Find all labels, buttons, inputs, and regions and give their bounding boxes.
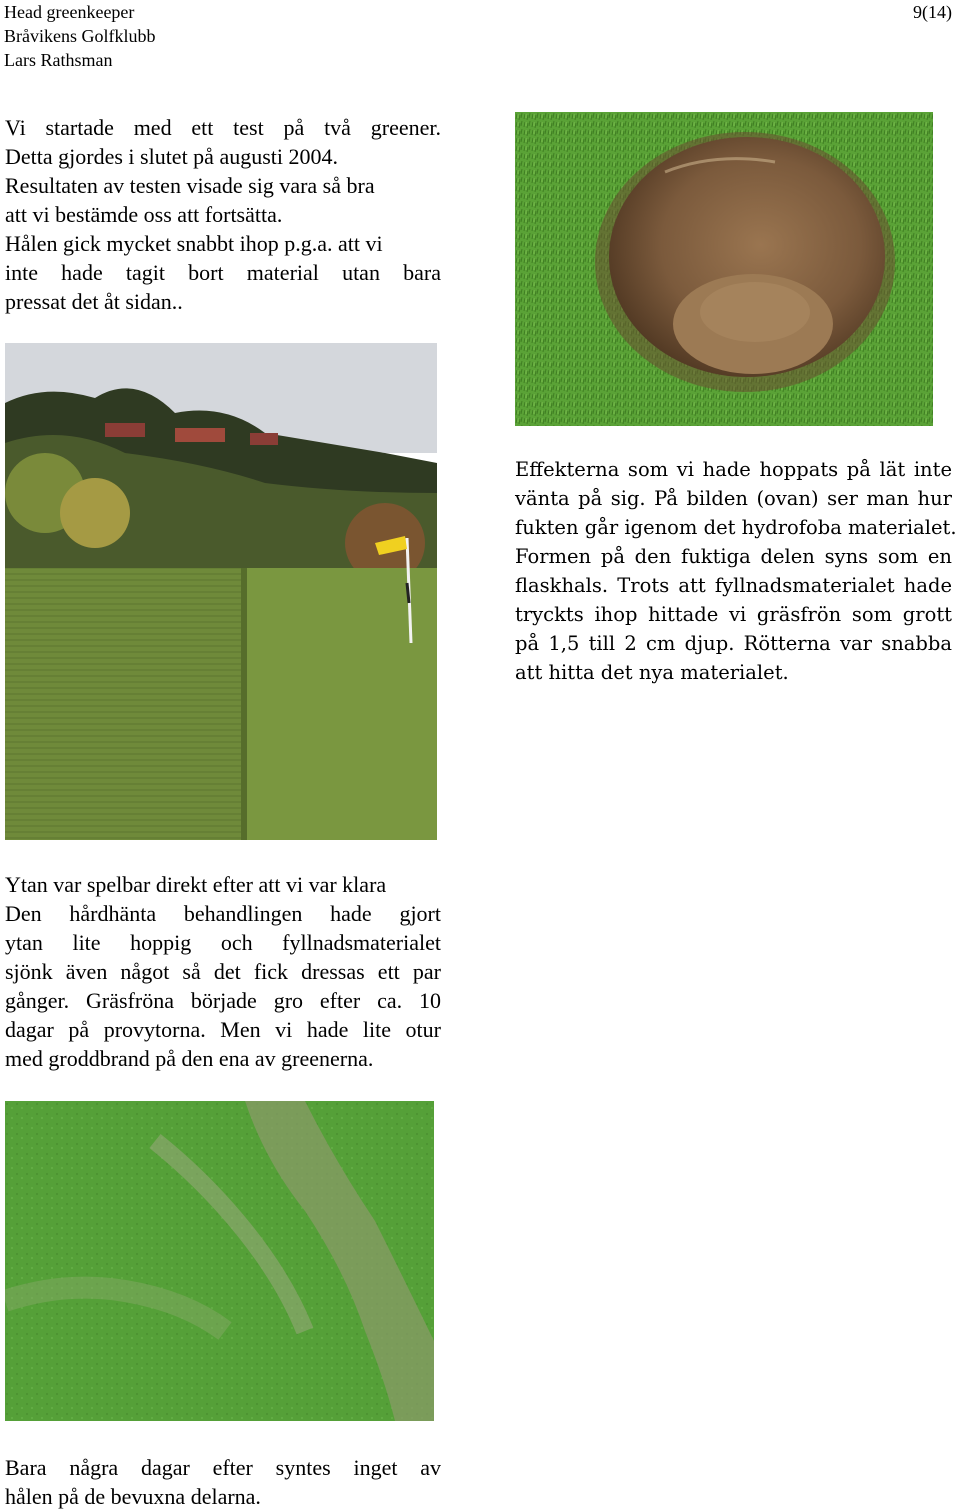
- text-line: på 1,5 till 2 cm djup. Rötterna var snabba: [515, 632, 952, 655]
- text-line: inte hade tagit bort material utan bara: [5, 260, 441, 285]
- text-line: Den hårdhänta behandlingen hade gjort: [5, 901, 441, 926]
- text-line: fukten går igenom det hydrofoba materialet.: [515, 516, 957, 539]
- photo-green-with-flag: [5, 343, 437, 840]
- text-line: Hålen gick mycket snabbt ihop p.g.a. att vi: [5, 231, 383, 256]
- text-line: Bara några dagar efter syntes inget av: [5, 1455, 441, 1480]
- text-line: med groddbrand på den ena av greenerna.: [5, 1046, 374, 1071]
- text-line: att hitta det nya materialet.: [515, 661, 789, 684]
- text-line: Formen på den fuktiga delen syns som en: [515, 545, 952, 568]
- text-line: Vi startade med ett test på två greener.: [5, 115, 441, 140]
- paragraph-effects: [515, 455, 957, 687]
- paragraph-surface: [5, 870, 441, 1073]
- photo-hole-in-green: [515, 112, 933, 426]
- document-header: [4, 0, 155, 72]
- text-line: tryckts ihop hittade vi gräsfrön som grott: [515, 603, 952, 626]
- text-line: hålen på de bevuxna delarna.: [5, 1484, 261, 1509]
- text-line: vänta på sig. På bilden (ovan) ser man hur: [515, 487, 952, 510]
- text-line: gånger. Gräsfröna började gro efter ca. 10: [5, 988, 441, 1013]
- text-line: ytan lite hoppig och fyllnadsmaterialet: [5, 930, 441, 955]
- text-line: pressat det åt sidan..: [5, 289, 183, 314]
- text-line: Effekterna som vi hade hoppats på lät inte: [515, 458, 952, 481]
- text-line: Detta gjordes i slutet på augusti 2004.: [5, 144, 338, 169]
- header-author: Lars Rathsman: [4, 50, 113, 70]
- paragraph-intro: [5, 113, 441, 316]
- header-club: Bråvikens Golfklubb: [4, 26, 156, 46]
- photo-green-regrowth: [5, 1101, 434, 1421]
- text-line: Resultaten av testen visade sig vara så bra: [5, 173, 375, 198]
- header-title: Head greenkeeper: [4, 2, 135, 22]
- text-line: att vi bestämde oss att fortsätta.: [5, 202, 283, 227]
- paragraph-result: [5, 1453, 441, 1511]
- text-line: dagar på provytorna. Men vi hade lite otur: [5, 1017, 441, 1042]
- text-line: Ytan var spelbar direkt efter att vi var klara: [5, 872, 387, 897]
- page-number: 9(14): [913, 2, 952, 22]
- text-line: flaskhals. Trots att fyllnadsmaterialet hade: [515, 574, 952, 597]
- text-line: sjönk även något så det fick dressas ett par: [5, 959, 441, 984]
